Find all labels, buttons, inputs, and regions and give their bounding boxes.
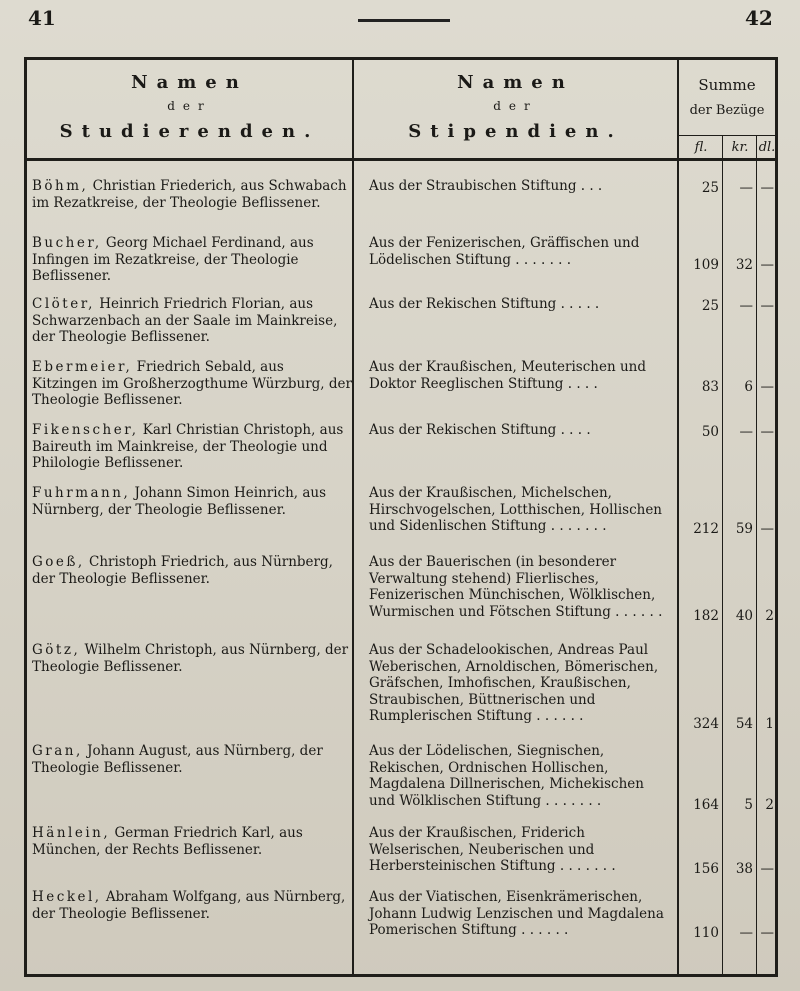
amount-kr: — bbox=[739, 424, 753, 440]
column-divider-1 bbox=[352, 60, 354, 974]
stipend-entry: Aus der Kraußischen, Michelschen, Hirschvogelschen, Lotthischen, Hollischen und Sidenlischen Stiftung . . . . . . . bbox=[369, 485, 663, 534]
header-students-title: Namen bbox=[131, 72, 248, 93]
amount-dl: — bbox=[760, 521, 774, 537]
amount-kr: — bbox=[739, 925, 753, 941]
stipend-entry: Aus der Kraußischen, Friderich Welserischen, Neuberischen und Herbersteinischen Stiftung . . . . . . . bbox=[369, 825, 616, 874]
stipend-entry: Aus der Schadelookischen, Andreas Paul Weberischen, Arnoldischen, Bömerischen, Gräfschen, Imhofischen, Kraußischen, Straubischen, Büttnerischen und Rumplerischen Stiftung . . . . . . bbox=[369, 642, 659, 724]
student-entry: Fikenscher, Karl Christian Christoph, aus Baireuth im Mainkreise, der Theologie und Philologie Beflissener. bbox=[32, 422, 344, 471]
stipend-entry: Aus der Rekischen Stiftung . . . . . bbox=[369, 296, 600, 312]
stipend-entry: Aus der Lödelischen, Siegnischen, Rekischen, Ordnischen Hollischen, Magdalena Dillnerischen, Michekischen und Wölklischen Stiftung . . . . . . . bbox=[369, 743, 644, 809]
stipend-entry: Aus der Bauerischen (in besonderer Verwaltung stehend) Flierlisches, Fenizerischen Münchischen, Wölklischen, Wurmischen und Fötschen Stiftung . . . . . . bbox=[369, 554, 663, 620]
student-entry: Fuhrmann, Johann Simon Heinrich, aus Nürnberg, der Theologie Beflissener. bbox=[32, 485, 327, 518]
header-sum-title: Summe bbox=[698, 76, 756, 94]
amount-fl: 83 bbox=[701, 379, 719, 395]
stipend-entry: Aus der Kraußischen, Meuterischen und Doktor Reeglischen Stiftung . . . . bbox=[369, 359, 646, 392]
amount-kr: — bbox=[739, 298, 753, 314]
page-number-left: 41 bbox=[28, 6, 56, 30]
amount-kr: 32 bbox=[735, 257, 753, 273]
student-entry: Hänlein, German Friedrich Karl, aus München, der Rechts Beflissener. bbox=[32, 825, 303, 858]
header-students-der: der bbox=[167, 99, 212, 113]
amount-fl: 50 bbox=[701, 424, 719, 440]
amount-kr: 40 bbox=[735, 608, 753, 624]
amount-dl: — bbox=[760, 861, 774, 877]
amount-kr: 54 bbox=[735, 716, 753, 732]
column-divider-kr-dl bbox=[756, 135, 757, 974]
amount-dl: — bbox=[760, 925, 774, 941]
student-entry: Ebermeier, Friedrich Sebald, aus Kitzingen im Großherzogthume Würzburg, der Theologie Beflissener. bbox=[32, 359, 352, 408]
header-sum-sub: der Bezüge bbox=[689, 103, 765, 118]
amount-fl: 212 bbox=[693, 521, 719, 537]
amount-fl: 25 bbox=[701, 298, 719, 314]
amount-kr: 38 bbox=[735, 861, 753, 877]
amount-fl: 164 bbox=[693, 797, 719, 813]
amount-kr: 59 bbox=[735, 521, 753, 537]
amount-dl: — bbox=[760, 298, 774, 314]
student-entry: Böhm, Christian Friederich, aus Schwabach im Rezatkreise, der Theologie Beflissener. bbox=[32, 178, 347, 211]
amount-kr: — bbox=[739, 180, 753, 196]
student-entry: Clöter, Heinrich Friedrich Florian, aus Schwarzenbach an der Saale im Mainkreise, der Theologie Beflissener. bbox=[32, 296, 338, 345]
header-sum bbox=[679, 76, 775, 118]
stipend-entry: Aus der Rekischen Stiftung . . . . bbox=[369, 422, 591, 438]
stipend-entry: Aus der Fenizerischen, Gräffischen und Lödelischen Stiftung . . . . . . . bbox=[369, 235, 640, 268]
header-stipends-title: Namen bbox=[457, 72, 574, 93]
amount-dl: — bbox=[760, 379, 774, 395]
header-stipends-der: der bbox=[493, 99, 538, 113]
amount-dl: 2 bbox=[765, 797, 774, 813]
column-divider-fl-kr bbox=[722, 135, 723, 974]
header-students-sub: Studierenden. bbox=[59, 121, 320, 142]
student-entry: Goeß, Christoph Friedrich, aus Nürnberg, der Theologie Beflissener. bbox=[32, 554, 333, 587]
column-divider-2 bbox=[677, 60, 679, 974]
stipend-entry: Aus der Viatischen, Eisenkrämerischen, Johann Ludwig Lenzischen und Magdalena Pomerischen Stiftung . . . . . . bbox=[369, 889, 664, 938]
amount-kr: 6 bbox=[744, 379, 753, 395]
amount-fl: 156 bbox=[693, 861, 719, 877]
unit-dl: dl. bbox=[758, 140, 776, 155]
table-header bbox=[27, 60, 775, 161]
amount-dl: — bbox=[760, 257, 774, 273]
top-rule bbox=[358, 19, 450, 22]
page-number-right: 42 bbox=[745, 6, 773, 30]
student-entry: Bucher, Georg Michael Ferdinand, aus Infingen im Rezatkreise, der Theologie Beflissener. bbox=[32, 235, 314, 284]
student-entry: Heckel, Abraham Wolfgang, aus Nürnberg, der Theologie Beflissener. bbox=[32, 889, 346, 922]
student-entry: Gran, Johann August, aus Nürnberg, der Theologie Beflissener. bbox=[32, 743, 323, 776]
unit-fl: fl. bbox=[694, 140, 708, 155]
amount-fl: 25 bbox=[701, 180, 719, 196]
stipend-entry: Aus der Straubischen Stiftung . . . bbox=[369, 178, 603, 194]
amount-fl: 182 bbox=[693, 608, 719, 624]
header-students bbox=[27, 72, 352, 142]
amount-fl: 110 bbox=[693, 925, 719, 941]
header-stipends bbox=[354, 72, 677, 142]
unit-kr: kr. bbox=[731, 140, 749, 155]
amount-kr: 5 bbox=[744, 797, 753, 813]
stipend-table bbox=[24, 57, 778, 977]
amount-fl: 109 bbox=[693, 257, 719, 273]
header-stipends-sub: Stipendien. bbox=[408, 121, 623, 142]
amount-dl: 1 bbox=[765, 716, 774, 732]
amount-fl: 324 bbox=[693, 716, 719, 732]
amount-dl: — bbox=[760, 180, 774, 196]
amount-dl: — bbox=[760, 424, 774, 440]
student-entry: Götz, Wilhelm Christoph, aus Nürnberg, der Theologie Beflissener. bbox=[32, 642, 349, 675]
amount-dl: 2 bbox=[765, 608, 774, 624]
units-divider bbox=[679, 135, 775, 136]
